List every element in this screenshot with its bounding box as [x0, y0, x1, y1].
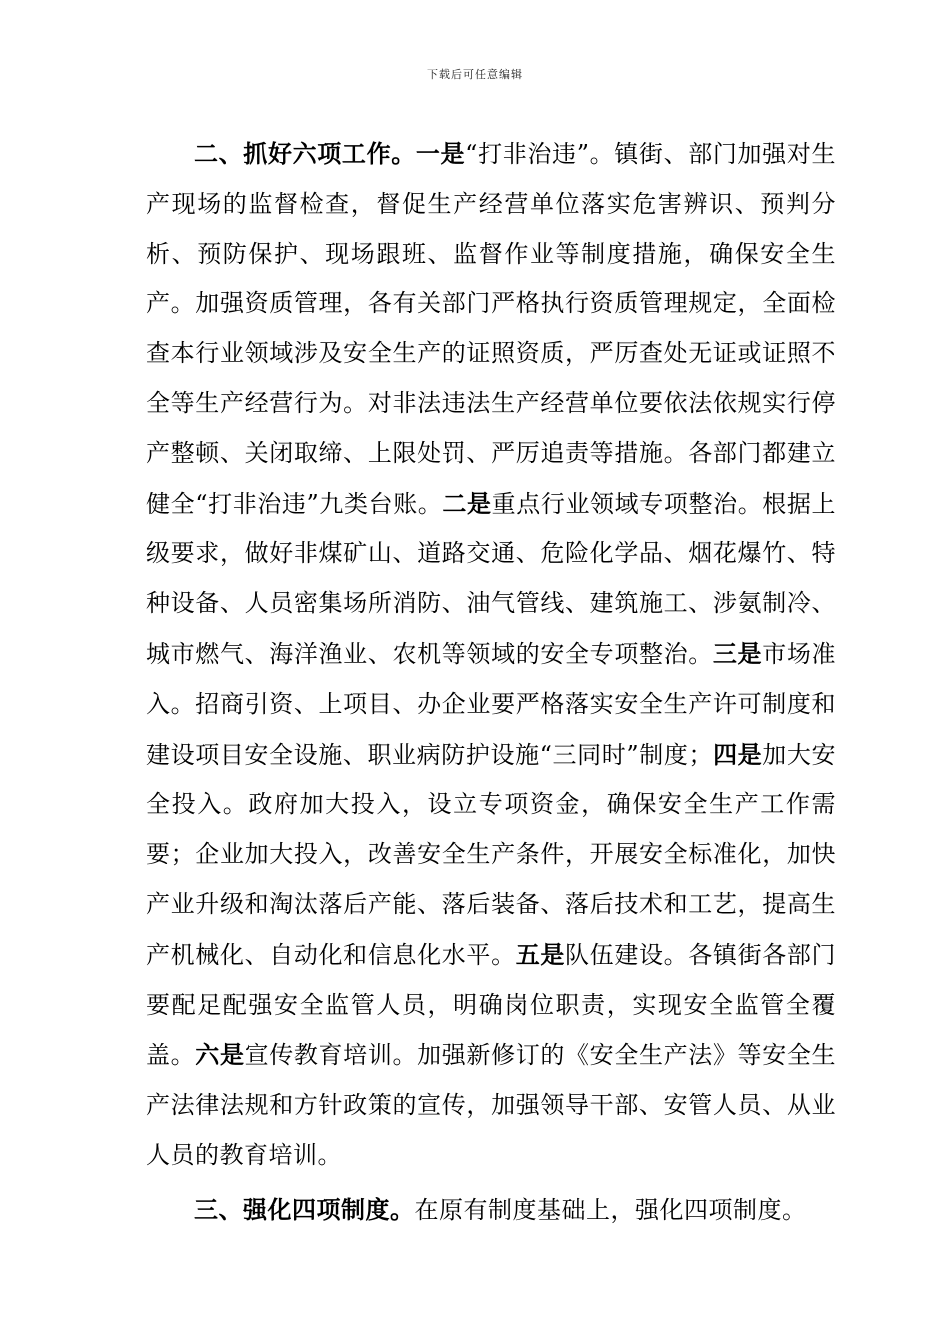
paragraph-six-tasks — [146, 129, 836, 1181]
heading-six-tasks: 二、抓好六项工作。一是 — [194, 139, 466, 168]
text-da-fei-zhi-wei: “打非治违”。镇街、部门加强对生产现场的监督检查，督促生产经营单位落实危害辨识、预判分析、预防保护、现场跟班、监督作业等制度措施，确保安全生产。加强资质管理，各有关部门严格执行资质管理规定，全面检查本行业领域涉及安全生产的证照资质，严厉查处无证或证照不全等生产经营行为。对非法违法生产经营单位要依法依规实行停产整顿、关闭取缔、上限处罚、严厉追责等措施。各部门都建立健全“打非治违”九类台账。 — [146, 140, 836, 518]
text-four-systems: 在原有制度基础上，强化四项制度。 — [414, 1195, 807, 1224]
label-sixth: 六是 — [195, 1040, 245, 1070]
label-fourth: 四是 — [712, 739, 763, 769]
text-special-rectification: 重点行业领域专项整治。根据上级要求，做好非煤矿山、道路交通、危险化学品、烟花爆竹、特种设备、人员密集场所消防、油气管线、建筑施工、涉氨制冷、城市燃气、海洋渔业、农机等领域的安全专项整治。 — [146, 489, 837, 668]
paragraph-four-systems — [146, 1185, 836, 1236]
page-header-note: 下载后可任意编辑 — [427, 68, 523, 81]
heading-four-systems: 三、强化四项制度。 — [194, 1194, 415, 1224]
text-safety-investment: 加大安全投入。政府加大投入，设立专项资金，确保安全生产工作需要；企业加大投入，改善安全生产条件，开展安全标准化，加快产业升级和淘汰落后产能、落后装备、落后技术和工艺，提高生产机械化、自动化和信息化水平。 — [146, 740, 837, 969]
label-fifth: 五是 — [515, 939, 566, 969]
text-team-building: 队伍建设。各镇街各部门要配足配强安全监管人员，明确岗位职责，实现安全监管全覆盖。 — [146, 940, 837, 1070]
document-body — [146, 129, 836, 1236]
label-second: 二是 — [442, 488, 492, 518]
label-third: 三是 — [712, 638, 763, 668]
text-education-training: 宣传教育培训。加强新修订的《安全生产法》等安全生产法律法规和方针政策的宣传，加强领导干部、安管人员、从业人员的教育培训。 — [146, 1041, 836, 1169]
text-market-access: 市场准入。招商引资、上项目、办企业要严格落实安全生产许可制度和建设项目安全设施、职业病防护设施“三同时”制度； — [146, 639, 836, 769]
